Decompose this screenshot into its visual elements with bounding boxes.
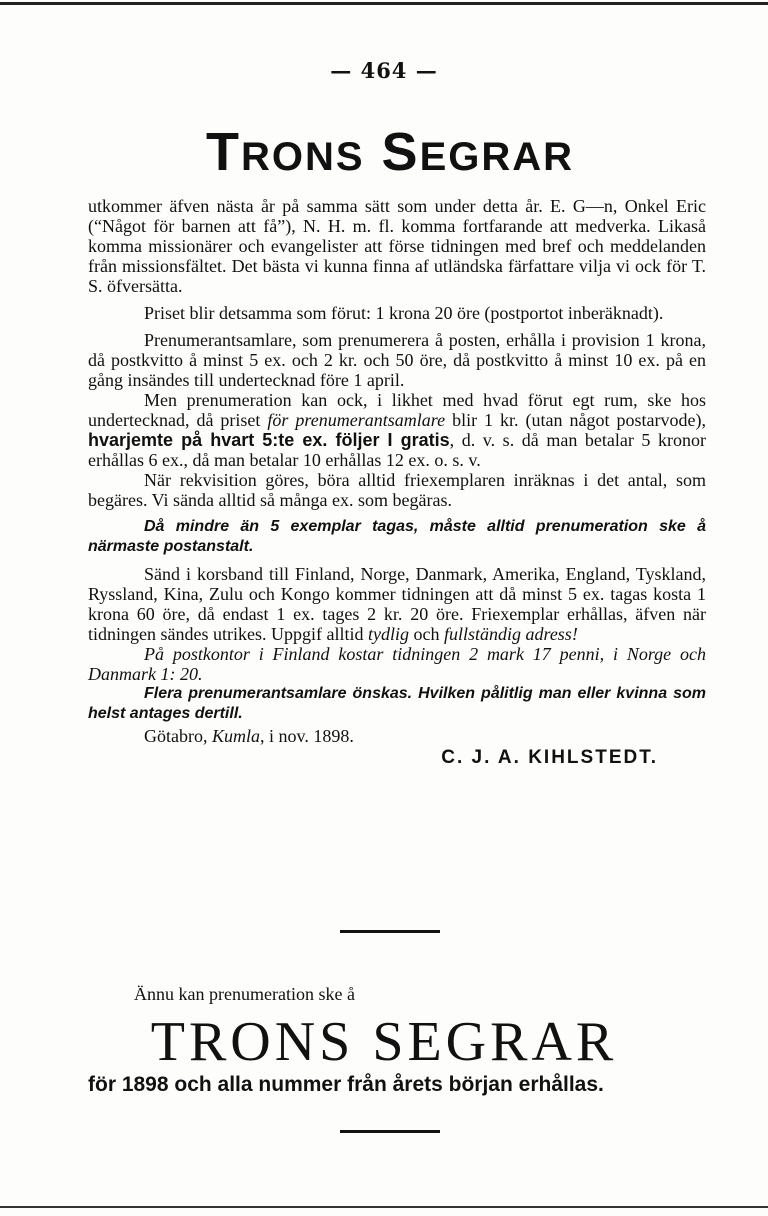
abroad-italic-1: tydlig: [367, 624, 409, 644]
bottom-border-rule: [0, 1206, 768, 1208]
masthead-word-rest-1: RONS: [240, 135, 365, 179]
paragraph-abroad: [88, 564, 706, 644]
closing-text-a: Götabro,: [144, 726, 212, 746]
top-border-rule: [0, 2, 768, 5]
subscription-text-b: blir 1 kr. (utan något postarvode),: [445, 410, 706, 430]
paragraph-provision: Prenumerantsamlare, som prenumerera å posten, erhålla i provision 1 krona, då postkvitto å minst 5 ex. och 2 kr. och 50 öre, då postkvitto å minst 10 ex. på en gång insändes till undertecknad före 1 april.: [88, 330, 706, 390]
abroad-text-a: Sänd i korsband till Finland, Norge, Danmark, Amerika, England, Tyskland, Ryssland, Kina, Zulu och Kongo kommer tidningen att då minst 5 ex. tagas kosta 1 krona 60 öre, då endast 1 ex. tages 2 kr. 20 öre. Friexemplar erhållas, äfven när tidningen sändes utrikes. Uppgif alltid: [88, 564, 706, 644]
announcement-body: [88, 196, 706, 768]
notice-minimum-order: Då mindre än 5 exemplar tagas, måste alltid prenumeration ske å närmaste postanstalt.: [88, 518, 706, 555]
closing-text-b: , i nov. 1898.: [260, 726, 354, 746]
notice-collectors-wanted: Flera prenumerantsamlare önskas. Hvilken pålitlig man eller kvinna som helst antages dertill.: [88, 685, 706, 722]
paragraph-price: Priset blir detsamma som förut: 1 krona 20 öre (postportot inberäknadt).: [144, 303, 664, 323]
subscription-text-a: Men prenumeration kan ock, i likhet med hvad förut egt rum, ske hos undertecknad, då priset: [88, 390, 706, 430]
subscription-text-c: , d. v. s. då man betalar 5 kronor erhållas 6 ex., då man betalar 10 erhållas 12 ex. o. s. v.: [88, 430, 706, 470]
subscription-italic: för prenumerantsamlare: [267, 410, 446, 430]
paragraph-requisition: När rekvisition göres, böra alltid friexemplaren inräknas i det antal, som begäres. Vi sända alltid så många ex. som begäras.: [88, 470, 706, 510]
finland-price-text: På postkontor i Finland kostar tidningen 2 mark 17 penni, i Norge och Danmark 1: 20.: [88, 644, 706, 684]
closing-place-date: [88, 726, 354, 746]
free-copy-offer: hvarjemte på hvart 5:te ex. följer I gratis: [88, 430, 450, 450]
masthead-initial-s: S: [381, 122, 420, 182]
abroad-text-b: och: [408, 624, 444, 644]
closing-place-italic: Kumla: [211, 726, 260, 746]
closing-line: [88, 726, 706, 746]
promo-intro: Ännu kan prenumeration ske å: [134, 984, 355, 1004]
section-divider-1: [340, 930, 440, 933]
paragraph-subscription: [88, 390, 706, 470]
abroad-italic-2: fullständig adress!: [443, 624, 578, 644]
paragraph-intro: utkommer äfven nästa år på samma sätt som under detta år. E. G—n, Onkel Eric (“Något för barnen att få”), N. H. m. fl. komma fortfarande att medverka. Likaså komma missionärer och evangelister att förse tidningen med bref och meddelanden från missionsfältet. Det bästa vi kunna finna af utländska färfattare vilja vi ock för T. S. öfversätta.: [88, 196, 706, 296]
promo-text: för 1898 och alla nummer från årets början erhållas.: [88, 1073, 604, 1096]
paragraph-finland-price: [88, 644, 706, 684]
signature-line: [88, 748, 706, 768]
masthead-word-rest-2: EGRAR: [419, 135, 575, 179]
masthead-initial-t: T: [205, 122, 241, 182]
signature: C. J. A. KIHLSTEDT.: [441, 747, 658, 768]
section-divider-2: [340, 1130, 440, 1133]
masthead-title: [100, 112, 680, 197]
promo-title: TRONS SEGRAR: [150, 1011, 618, 1073]
page-number: — 464 —: [330, 58, 438, 83]
